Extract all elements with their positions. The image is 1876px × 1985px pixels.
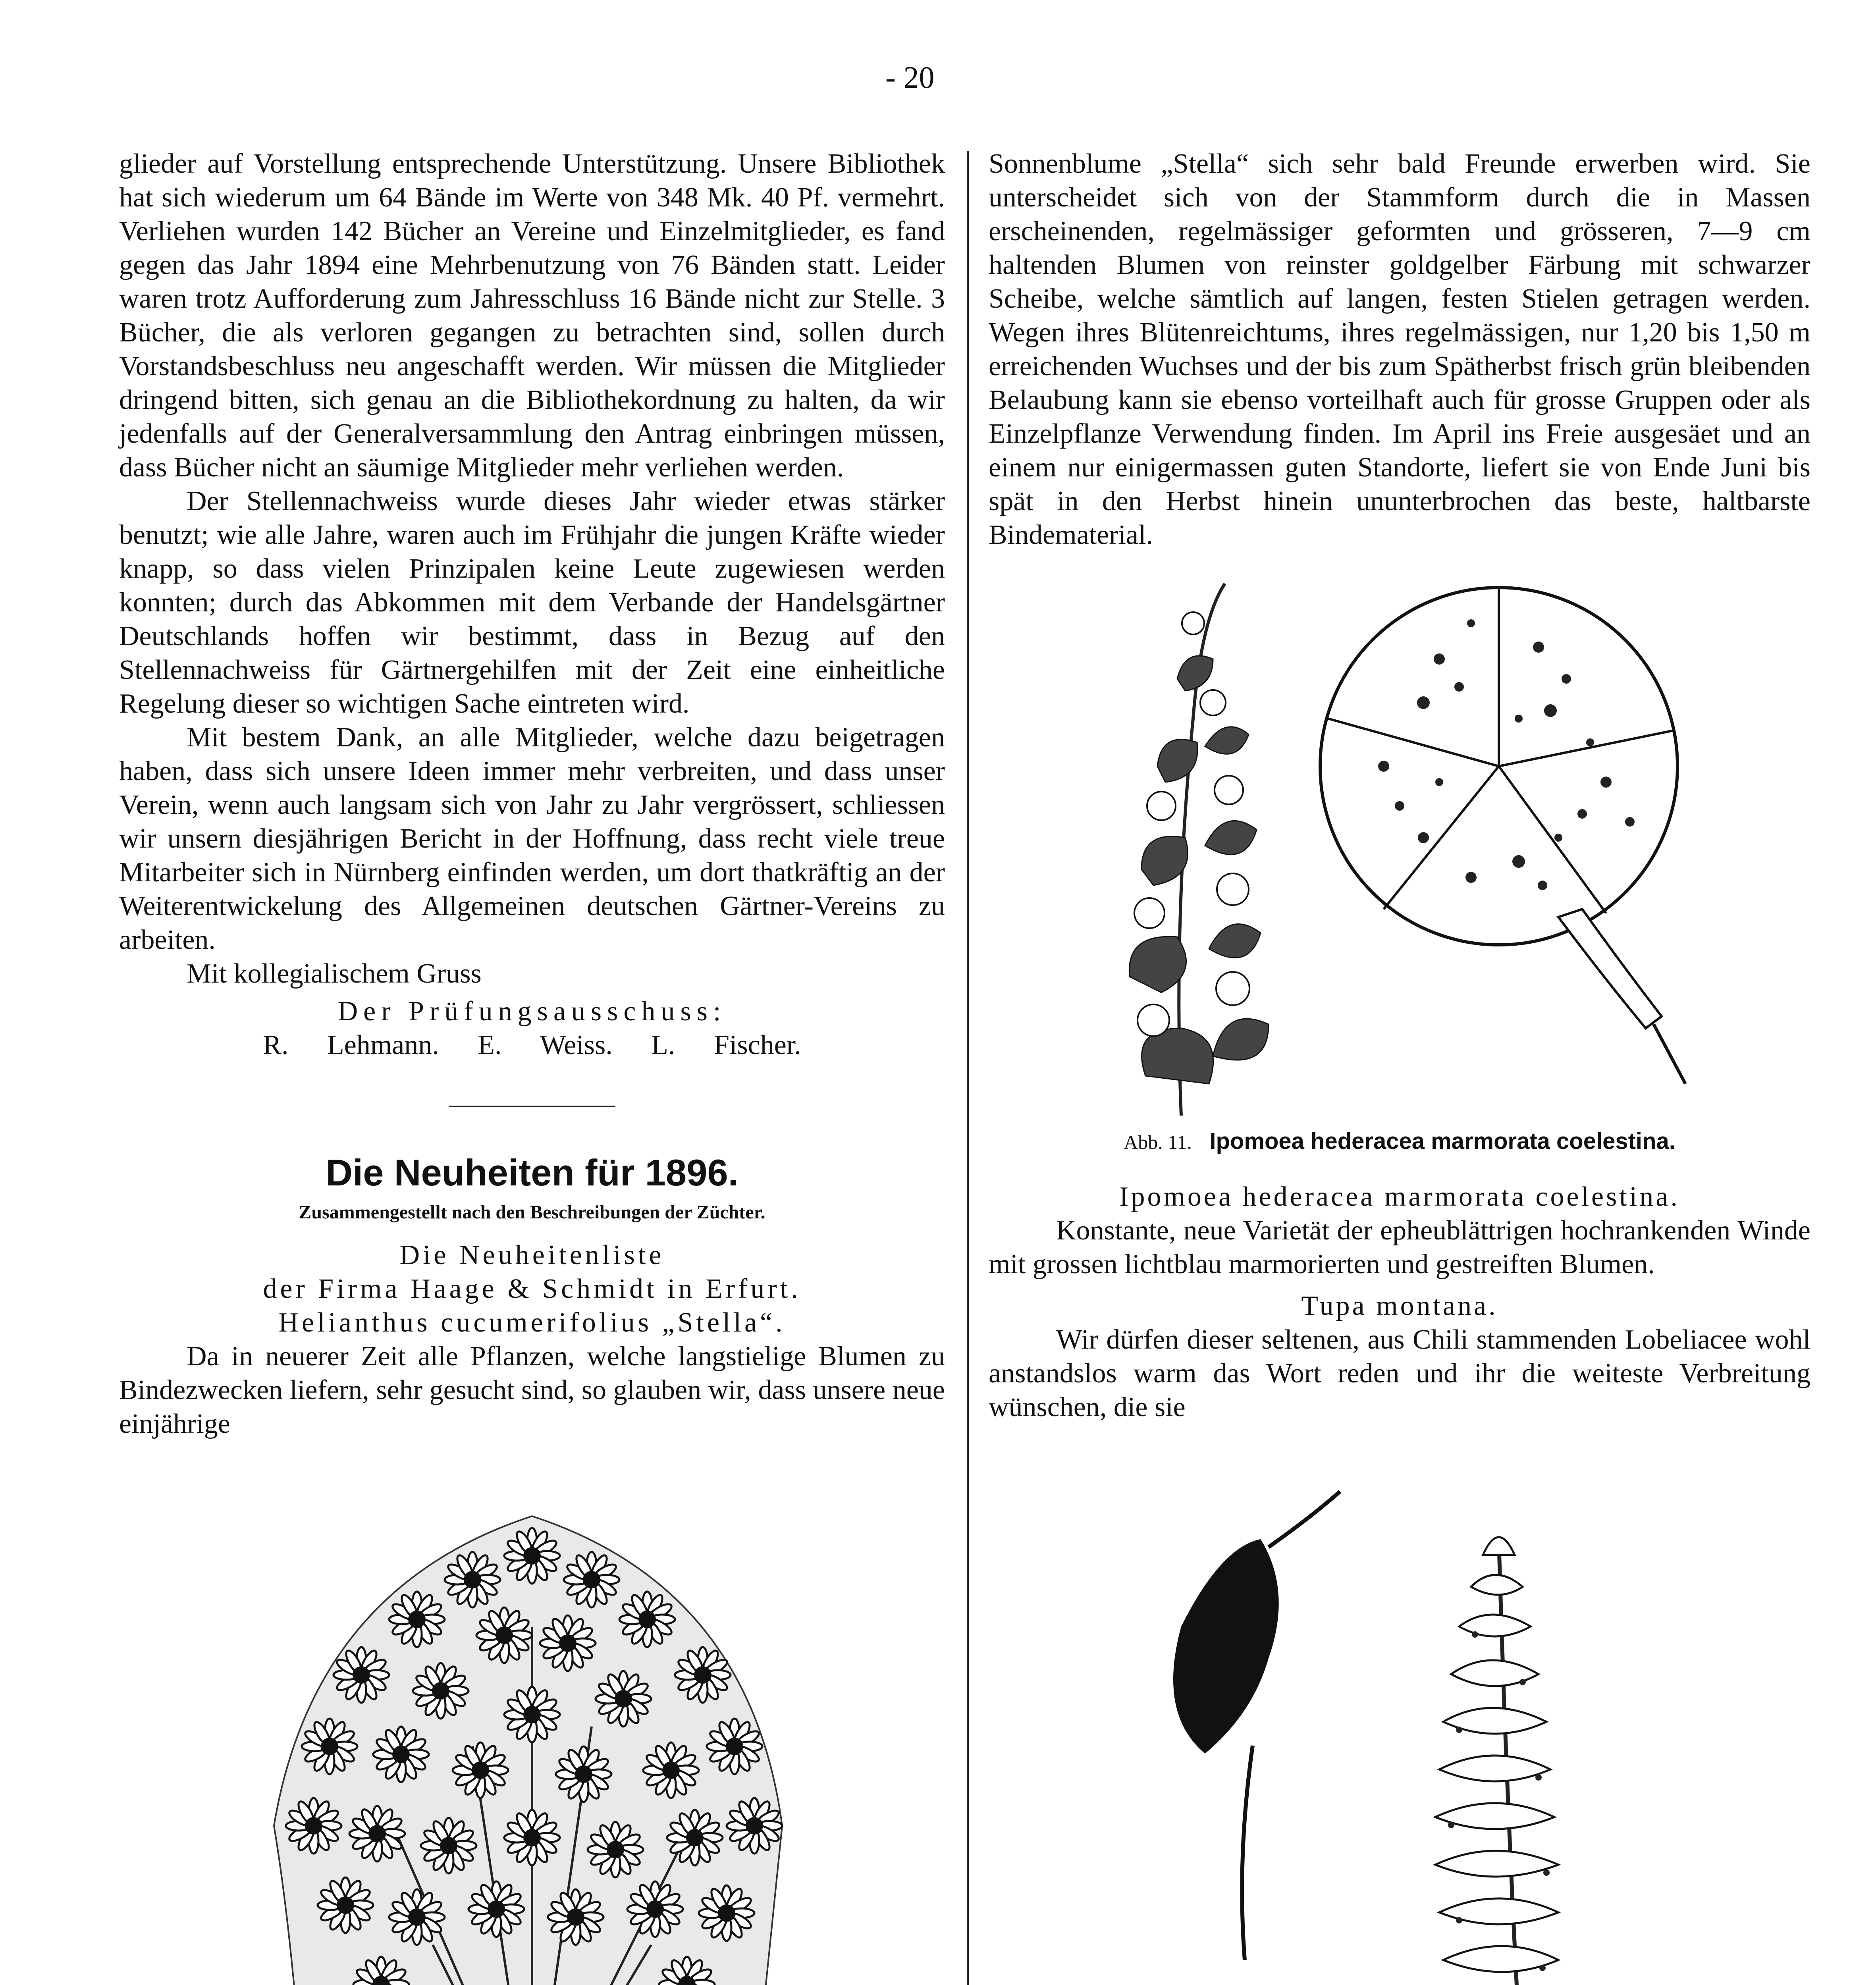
signature: E. Weiss. bbox=[478, 1030, 613, 1060]
committee-title: Der Prüfungsausschuss: bbox=[337, 996, 727, 1027]
figure-title: Ipomoea hederacea marmorata coelestina. bbox=[1209, 1128, 1675, 1154]
paragraph: Mit bestem Dank, an alle Mitglieder, welche dazu beigetragen haben, dass sich unsere Ideen immer mehr verbreiten, und dass unser Verein, wenn auch langsam sich von Jahr zu Jahr vergrössert, schliessen wir unsern diesjährigen Bericht in der Hoffnung, dass recht viele treue Mitarbeiter sich in Nürnberg einfinden werden, um dort thatkräftig an der Weiterentwickelung des Allgemeinen deutschen Gärtner-Vereins zu arbeiten. bbox=[119, 722, 945, 955]
figure-caption bbox=[989, 1127, 1810, 1156]
left-column bbox=[119, 147, 945, 1985]
paragraph: Wir dürfen dieser seltenen, aus Chili stammenden Lobeliacee wohl anstandslos warm das Wort reden und ihr die weiteste Verbreitung wünschen, die sie bbox=[989, 1324, 1810, 1422]
paragraph: glieder auf Vorstellung entsprechende Unterstützung. Unsere Bibliothek hat sich wiederum um 64 Bände im Werte von 348 Mk. 40 Pf. vermehrt. Verliehen wurden 142 Bücher an Vereine und Einzelmitglieder, es fand gegen das Jahr 1894 eine Mehrbenutzung von 76 Bänden statt. Leider waren trotz Aufforderung zum Jahresschluss 16 Bände nicht zur Stelle. 3 Bücher, die als verloren gegangen zu betrachten sind, sollen durch Vorstandsbeschluss neu angeschafft werden. Wir müssen die Mitglieder dringend bitten, sich genau an die Bibliothekordnung zu halten, da wir jedenfalls auf der Generalversammlung den Antrag einbringen müssen, dass Bücher nicht an säumige Mitglieder mehr verliehen werden. bbox=[119, 148, 945, 483]
signatures bbox=[119, 1028, 945, 1062]
paragraph: Der Stellennachweiss wurde dieses Jahr wieder etwas stärker benutzt; wie alle Jahre, waren auch im Frühjahr die jungen Kräfte wieder knapp, so dass vielen Prinzipalen keine Leute zugewiesen werden konnten; durch das Abkommen mit dem Verbande der Handelsgärtner Deutschlands hoffen wir bestimmt, dass in Bezug auf den Stellennachweiss für Gärtnergehilfen mit der Zeit eine einheitliche Regelung dieser so wichtigen Sache eintreten wird. bbox=[119, 486, 945, 719]
figure-helianthus bbox=[195, 1469, 870, 1985]
figure-ipomoea bbox=[1082, 560, 1717, 1127]
right-column bbox=[989, 147, 1810, 1985]
paragraph: Da in neuerer Zeit alle Pflanzen, welche langstielige Blumen zu Bindezwecken liefern, sehr gesucht sind, so glauben wir, dass unsere neue einjährige bbox=[119, 1341, 945, 1439]
section-subheading: Zusammengestellt nach den Beschreibungen der Züchter. bbox=[299, 1202, 765, 1223]
figure-number: Abb. 11. bbox=[1124, 1131, 1192, 1153]
section-heading: Die Neuheiten für 1896. bbox=[326, 1152, 738, 1193]
signature: L. Fischer. bbox=[651, 1030, 801, 1060]
column-divider bbox=[967, 151, 969, 1985]
ipomoea-illustration bbox=[1082, 560, 1717, 1127]
paragraph: Konstante, neue Varietät der epheublättrigen hochrankenden Winde mit grossen lichtblau marmorierten und gestreiften Blumen. bbox=[989, 1215, 1810, 1280]
page-number: - 20 bbox=[885, 60, 935, 94]
plant-title: Helianthus cucumerifolius „Stella“. bbox=[278, 1307, 786, 1338]
greeting: Mit kollegialischem Gruss bbox=[187, 958, 482, 989]
helianthus-illustration bbox=[195, 1469, 870, 1985]
figure-tupa bbox=[1102, 1460, 1697, 1985]
signature: R. Lehmann. bbox=[263, 1030, 439, 1060]
paragraph: Sonnenblume „Stella“ sich sehr bald Freunde erwerben wird. Sie unterscheidet sich von der Stammform durch die in Massen erscheinenden, regelmässiger geformten und grösseren, 7—9 cm haltenden Blumen von reinster goldgelber Färbung mit schwarzer Scheibe, welche sämtlich auf langen, festen Stielen getragen werden. Wegen ihres Blütenreichtums, ihres regelmässigen, nur 1,20 bis 1,50 m erreichenden Wuchses und der bis zum Spätherbst frisch grün bleibenden Belaubung kann sie ebenso vorteilhaft auch für grosse Gruppen oder als Einzelpflanze Verwendung finden. Im April ins Freie ausgesäet und an einem nur einigermassen guten Standorte, liefert sie von Ende Juni bis spät in den Herbst hinein ununterbrochen das beste, haltbarste Bindematerial. bbox=[989, 148, 1810, 550]
plant-title: Tupa montana. bbox=[1301, 1291, 1498, 1321]
list-title: der Firma Haage & Schmidt in Erfurt. bbox=[263, 1274, 801, 1304]
plant-title: Ipomoea hederacea marmorata coelestina. bbox=[1119, 1181, 1680, 1212]
list-title: Die Neuheitenliste bbox=[399, 1240, 665, 1270]
tupa-illustration bbox=[1102, 1460, 1697, 1985]
divider bbox=[449, 1106, 615, 1107]
